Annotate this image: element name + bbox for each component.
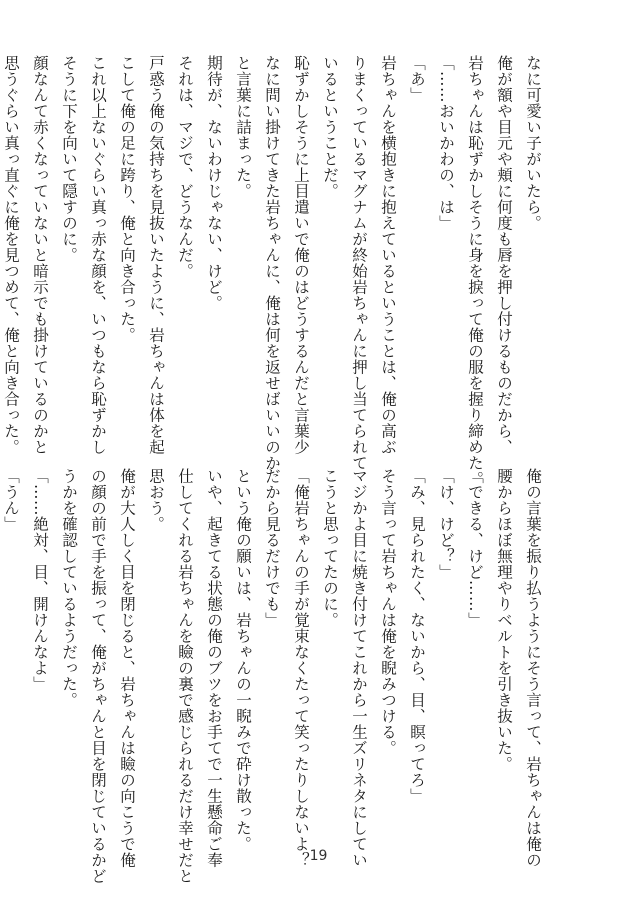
- text-line: だから見るだけでも」: [263, 468, 281, 628]
- text-line: 思うぐらい真っ直ぐに俺を見つめて、俺と向き合った。: [2, 55, 20, 455]
- text-line: 仕してくれる岩ちゃんを瞼の裏で感じられるだけ幸せだと: [176, 468, 194, 884]
- text-line: いや、起きてる状態の俺のブツをお手てで一生懸命ご奉: [205, 468, 223, 868]
- text-line: 期待が、ないわけじゃない、けど。: [205, 55, 223, 311]
- text-line: 「あ」: [408, 55, 426, 103]
- text-line: マジかよ目に焼き付けてこれから一生ズリネタにしてい: [350, 468, 368, 868]
- text-line: それは、マジで、どうなんだ。: [176, 55, 194, 279]
- text-line: 俺が額や目元や頬に何度も唇を押し付けるものだから、: [495, 55, 513, 455]
- text-line: 「……おいかわの、は」: [437, 55, 455, 231]
- text-line: 「俺岩ちゃんの手が覚束なくたって笑ったりしないよ？: [292, 468, 310, 868]
- text-line: 岩ちゃんを横抱きに抱えているということは、俺の高ぶ: [379, 55, 397, 455]
- text-line: こして俺の足に跨り、俺と向き合った。: [118, 55, 136, 343]
- text-line: 俺が大人しく目を閉じると、岩ちゃんは瞼の向こうで俺: [118, 468, 136, 868]
- text-line: いるということだ。: [321, 55, 339, 199]
- text-line: これ以上ないぐらい真っ赤な顔を、いつもなら恥ずかし: [89, 55, 107, 455]
- text-line: 「できる、けど……」: [466, 468, 484, 628]
- text-line: 顔なんて赤くなっていないと暗示でも掛けているのかと: [31, 55, 49, 455]
- text-line: りまくっているマグナムが終始岩ちゃんに押し当てられて: [350, 55, 368, 471]
- text-line: うかを確認しているようだった。: [60, 468, 78, 708]
- text-line: そう言って岩ちゃんは俺を睨みつける。: [379, 468, 397, 756]
- text-line: 「け、けど？」: [437, 468, 455, 580]
- text-line: 「み、見られたく、ないから、目、瞑ってろ」: [408, 468, 426, 804]
- text-line: 俺の言葉を振り払うようにそう言って、岩ちゃんは俺の: [524, 468, 542, 868]
- text-line: 恥ずかしそうに上目遣いで俺のはどうするんだと言葉少: [292, 55, 310, 455]
- text-line: なに可愛い子がいたら。: [524, 55, 542, 231]
- page-number: 19: [309, 848, 328, 864]
- text-line: の顔の前で手を振って、俺がちゃんと目を閉じているかど: [89, 468, 107, 884]
- text-line: という俺の願いは、岩ちゃんの一睨みで砕け散った。: [234, 468, 252, 852]
- text-line: 思おう。: [147, 468, 165, 532]
- text-line: こうと思ってたのに。: [321, 468, 339, 628]
- text-line: 「うん」: [2, 468, 20, 532]
- text-line: そうに下を向いて隠すのに。: [60, 55, 78, 263]
- text-block-top: [2, 55, 547, 487]
- text-line: 腰からほぼ無理やりベルトを引き抜いた。: [495, 468, 513, 772]
- text-line: と言葉に詰まった。: [234, 55, 252, 199]
- text-line: 岩ちゃんは恥ずかしそうに身を捩って俺の服を握り締めた。: [466, 55, 484, 487]
- text-line: 「……絶対、目、開けんなよ」: [31, 468, 49, 692]
- text-line: なに問い掛けてきた岩ちゃんに、俺は何を返せばいいのか: [263, 55, 281, 471]
- text-line: 戸惑う俺の気持ちを見抜いたように、岩ちゃんは体を起: [147, 55, 165, 455]
